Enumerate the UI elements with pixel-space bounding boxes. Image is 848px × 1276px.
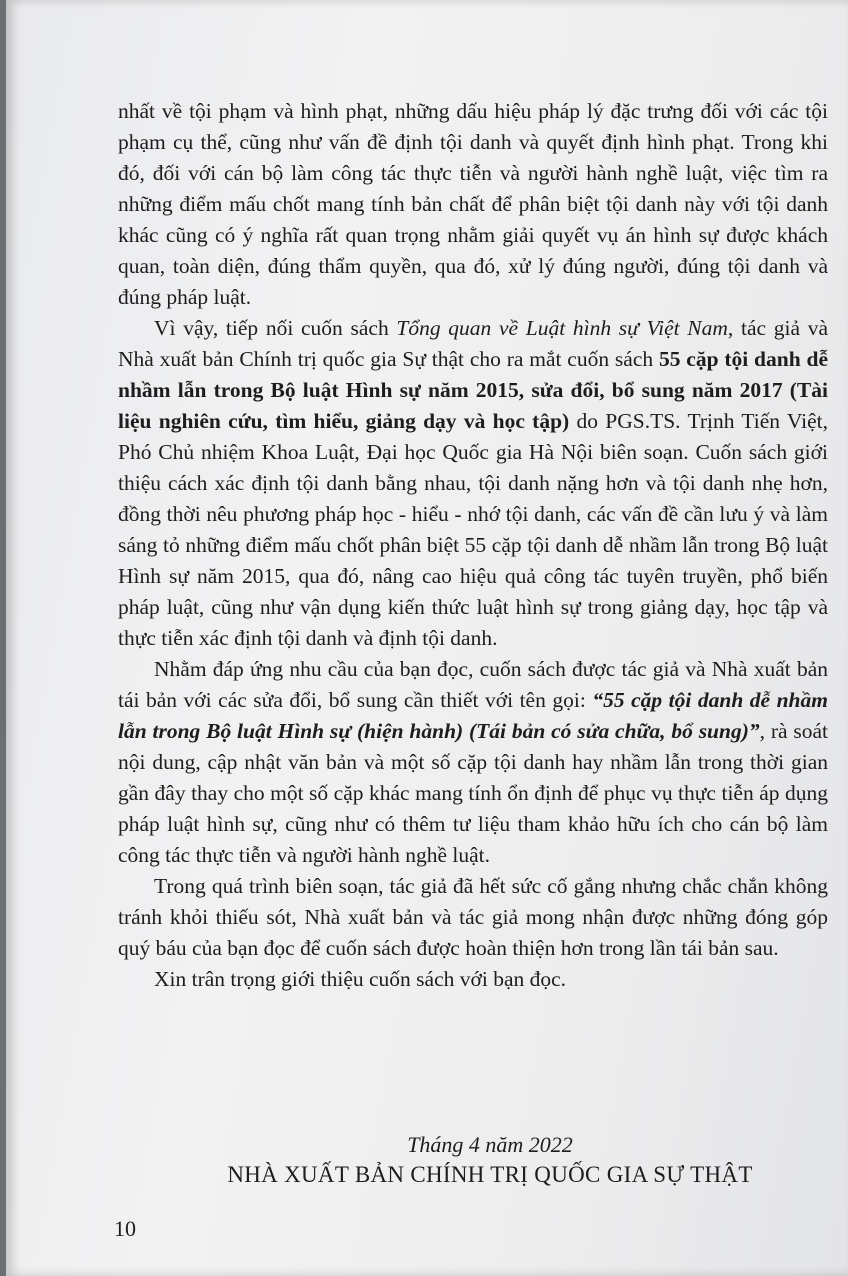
paragraph-1: nhất về tội phạm và hình phạt, những dấu hiệu pháp lý đặc trưng đối với các tội phạm cụ thể, cũng như vấn đề định tội danh và quyết định hình phạt. Trong khi đó, đối với cán bộ làm công tác thực tiễn và người hành nghề luật, việc tìm ra những điểm mấu chốt mang tính bản chất để phân biệt tội danh này với tội danh khác cũng có ý nghĩa rất quan trọng nhằm giải quyết vụ án hình sự được khách quan, toàn diện, đúng thẩm quyền, qua đó, xử lý đúng người, đúng tội danh và đúng pháp luật. xyxy=(118,99,828,309)
paragraph-2-intro: Vì vậy, tiếp nối cuốn sách xyxy=(154,316,397,340)
book-page xyxy=(6,0,848,1276)
paragraph-4: Trong quá trình biên soạn, tác giả đã hết sức cố gắng nhưng chắc chắn không tránh khỏi thiếu sót, Nhà xuất bản và tác giả mong nhận được những đóng góp quý báu của bạn đọc để cuốn sách được hoàn thiện hơn trong lần tái bản sau. xyxy=(118,874,828,960)
paragraph-2-mid: , tác giả và Nhà xuất bản Chính trị quốc gia Sự thật cho ra mắt cuốn sách xyxy=(118,316,828,371)
paragraph-2 xyxy=(118,313,828,654)
book-title-italic: Tổng quan về Luật hình sự Việt Nam xyxy=(396,316,728,340)
paragraph-5: Xin trân trọng giới thiệu cuốn sách với bạn đọc. xyxy=(154,967,567,991)
paragraph-3 xyxy=(118,654,828,871)
signature-date: Tháng 4 năm 2022 xyxy=(407,1132,573,1157)
signature-publisher: NHÀ XUẤT BẢN CHÍNH TRỊ QUỐC GIA SỰ THẬT xyxy=(227,1162,753,1187)
page-number: 10 xyxy=(114,1216,136,1241)
paragraph-2-rest: do PGS.TS. Trịnh Tiến Việt, Phó Chủ nhiệm Khoa Luật, Đại học Quốc gia Hà Nội biên soạn. Cuốn sách giới thiệu cách xác định tội danh bằng nhau, tội danh nặng hơn và tội danh nhẹ hơn, đồng thời nêu phương pháp học - hiểu - nhớ tội danh, các vấn đề cần lưu ý và làm sáng tỏ những điểm mấu chốt phân biệt 55 cặp tội danh dễ nhầm lẫn trong Bộ luật Hình sự năm 2015, qua đó, nâng cao hiệu quả công tác tuyên truyền, phổ biến pháp luật, cũng như vận dụng kiến thức luật hình sự trong giảng dạy, học tập và thực tiễn xác định tội danh và định tội danh. xyxy=(118,409,829,650)
reprint-title: “55 cặp tội danh dễ nhầm lẫn trong Bộ luật Hình sự (hiện hành) (Tái bản có sửa chữa, bổ sung)” xyxy=(118,688,828,743)
signature-block xyxy=(6,1132,848,1188)
body-text xyxy=(118,96,828,995)
paragraph-3-intro: Nhằm đáp ứng nhu cầu của bạn đọc, cuốn sách được tác giả và Nhà xuất bản tái bản với các sửa đổi, bổ sung cần thiết với tên gọi: xyxy=(118,657,828,712)
paragraph-3-rest: , rà soát nội dung, cập nhật văn bản và một số cặp tội danh hay nhầm lẫn trong thời gian gần đây thay cho một số cặp khác mang tính ổn định để phục vụ thực tiễn áp dụng pháp luật hình sự, cũng như có thêm tư liệu tham khảo hữu ích cho cán bộ làm công tác thực tiễn và người hành nghề luật. xyxy=(118,719,828,867)
book-title-bold: 55 cặp tội danh dễ nhầm lẫn trong Bộ luật Hình sự năm 2015, sửa đổi, bổ sung năm 2017 (Tài liệu nghiên cứu, tìm hiểu, giảng dạy và học tập) xyxy=(118,347,828,433)
